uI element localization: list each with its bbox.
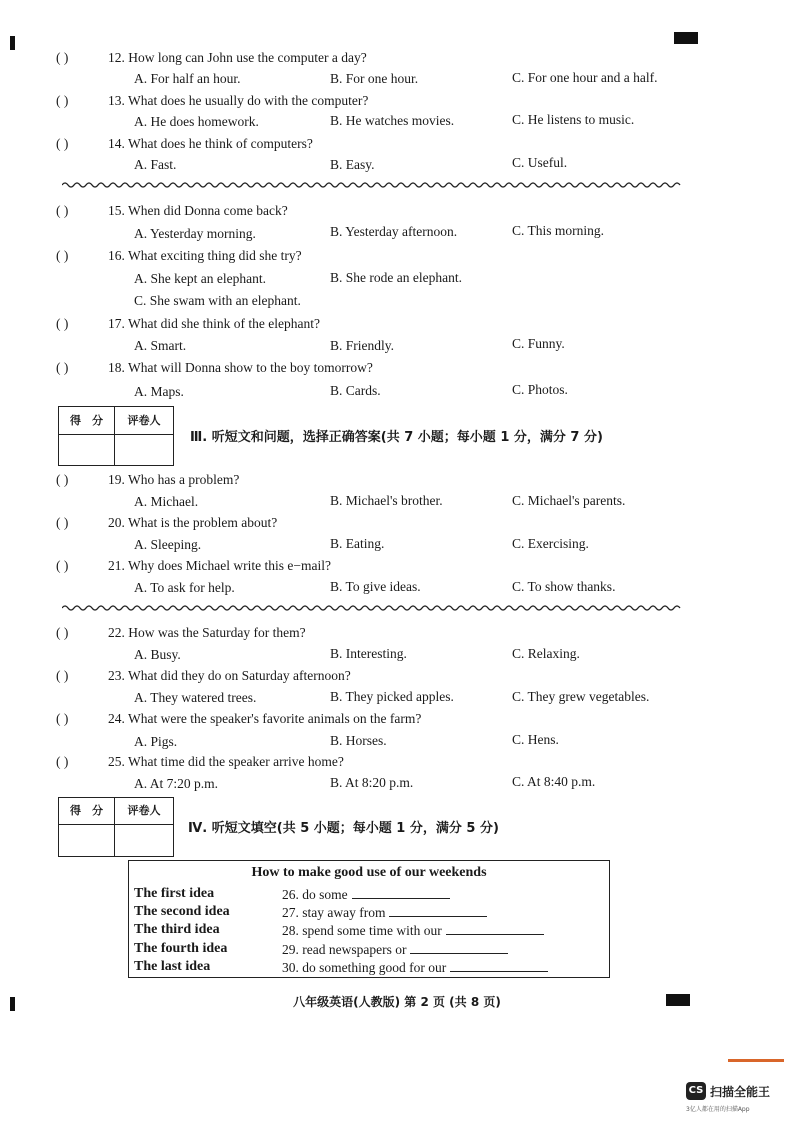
registration-mark-right-top xyxy=(674,32,698,44)
option-b[interactable]: B. Cards. xyxy=(330,383,381,398)
option-c[interactable]: C. Photos. xyxy=(512,382,568,397)
answer-blank-27[interactable] xyxy=(389,904,487,917)
option-a[interactable]: A. Sleeping. xyxy=(134,537,202,552)
table-row-label: The last idea xyxy=(134,959,211,974)
scanner-tagline: 3亿人都在用的扫描App xyxy=(686,1106,750,1113)
answer-blank-28[interactable] xyxy=(446,922,544,935)
question-text: 16. What exciting thing did she try? xyxy=(108,248,302,263)
table-row xyxy=(282,922,544,939)
grader-field[interactable] xyxy=(114,824,174,857)
section-4-heading: Ⅳ. 听短文填空(共 5 小题；每小题 1 分，满分 5 分) xyxy=(188,821,499,836)
option-a[interactable]: A. They watered trees. xyxy=(134,690,257,705)
option-a[interactable]: A. Michael. xyxy=(134,494,199,509)
option-b[interactable]: B. Horses. xyxy=(330,733,387,748)
option-b[interactable]: B. Easy. xyxy=(330,157,375,172)
option-b[interactable]: B. He watches movies. xyxy=(330,113,455,128)
table-row-label: The second idea xyxy=(134,904,230,919)
table-title: How to make good use of our weekends xyxy=(251,865,487,880)
question-text: 20. What is the problem about? xyxy=(108,515,278,530)
option-a[interactable]: A. Fast. xyxy=(134,157,177,172)
option-a[interactable]: A. For half an hour. xyxy=(134,71,241,86)
wave-divider xyxy=(62,181,682,189)
option-c[interactable]: C. He listens to music. xyxy=(512,112,635,127)
score-field[interactable] xyxy=(58,824,115,857)
option-a[interactable]: A. Busy. xyxy=(134,647,181,662)
option-b[interactable]: B. They picked apples. xyxy=(330,689,454,704)
answer-paren[interactable]: ( ) xyxy=(56,203,69,218)
table-row xyxy=(282,886,450,903)
answer-paren[interactable]: ( ) xyxy=(56,754,69,769)
answer-paren[interactable]: ( ) xyxy=(56,93,69,108)
option-a[interactable]: A. At 7:20 p.m. xyxy=(134,776,219,791)
wave-divider xyxy=(62,604,682,612)
option-a[interactable]: A. She kept an elephant. xyxy=(134,271,266,286)
weekend-ideas-table xyxy=(128,860,610,978)
answer-paren[interactable]: ( ) xyxy=(56,248,69,263)
row-prompt: 28. spend some time with our xyxy=(282,923,442,938)
option-a[interactable]: A. He does homework. xyxy=(134,114,259,129)
answer-paren[interactable]: ( ) xyxy=(56,711,69,726)
option-a[interactable]: A. Maps. xyxy=(134,384,184,399)
question-text: 25. What time did the speaker arrive home? xyxy=(108,754,344,769)
option-c[interactable]: C. They grew vegetables. xyxy=(512,689,650,704)
answer-blank-30[interactable] xyxy=(450,959,548,972)
score-box-section-4 xyxy=(58,797,174,857)
scanner-app-name: 扫描全能王 xyxy=(710,1085,771,1099)
question-text: 18. What will Donna show to the boy tomorrow? xyxy=(108,360,373,375)
option-b[interactable]: B. Yesterday afternoon. xyxy=(330,224,458,239)
question-text: 24. What were the speaker's favorite animals on the farm? xyxy=(108,711,422,726)
table-row-label: The fourth idea xyxy=(134,941,228,956)
question-text: 14. What does he think of computers? xyxy=(108,136,313,151)
question-text: 21. Why does Michael write this e−mail? xyxy=(108,558,331,573)
option-a[interactable]: A. Smart. xyxy=(134,338,187,353)
score-label: 得 分 xyxy=(58,797,115,825)
grader-label: 评卷人 xyxy=(114,797,174,825)
table-row-label: The third idea xyxy=(134,922,220,937)
answer-paren[interactable]: ( ) xyxy=(56,472,69,487)
score-label: 得 分 xyxy=(58,406,115,435)
option-a[interactable]: A. Yesterday morning. xyxy=(134,226,256,241)
option-c[interactable]: C. To show thanks. xyxy=(512,579,616,594)
answer-paren[interactable]: ( ) xyxy=(56,668,69,683)
answer-paren[interactable]: ( ) xyxy=(56,360,69,375)
option-c[interactable]: C. At 8:40 p.m. xyxy=(512,774,596,789)
answer-blank-26[interactable] xyxy=(352,886,450,899)
option-c[interactable]: C. Hens. xyxy=(512,732,559,747)
answer-paren[interactable]: ( ) xyxy=(56,625,69,640)
question-text: 23. What did they do on Saturday afternoon? xyxy=(108,668,351,683)
page-footer: 八年级英语(人教版) 第 2 页 (共 8 页) xyxy=(293,995,501,1009)
registration-mark-left-top xyxy=(10,36,15,50)
question-text: 12. How long can John use the computer a day? xyxy=(108,50,367,65)
answer-paren[interactable]: ( ) xyxy=(56,558,69,573)
answer-blank-29[interactable] xyxy=(410,941,508,954)
option-b[interactable]: B. At 8:20 p.m. xyxy=(330,775,414,790)
option-b[interactable]: B. Interesting. xyxy=(330,646,407,661)
answer-paren[interactable]: ( ) xyxy=(56,515,69,530)
option-a[interactable]: A. Pigs. xyxy=(134,734,178,749)
row-prompt: 26. do some xyxy=(282,887,348,902)
question-text: 19. Who has a problem? xyxy=(108,472,240,487)
question-text: 13. What does he usually do with the computer? xyxy=(108,93,369,108)
option-b[interactable]: B. Eating. xyxy=(330,536,385,551)
table-row xyxy=(282,904,487,921)
answer-paren[interactable]: ( ) xyxy=(56,316,69,331)
scan-edge-mark xyxy=(728,1059,784,1062)
option-c[interactable]: C. She swam with an elephant. xyxy=(134,293,301,308)
option-b[interactable]: B. To give ideas. xyxy=(330,579,421,594)
question-text: 15. When did Donna come back? xyxy=(108,203,288,218)
option-b[interactable]: B. She rode an elephant. xyxy=(330,270,462,285)
option-c[interactable]: C. Funny. xyxy=(512,336,565,351)
answer-paren[interactable]: ( ) xyxy=(56,50,69,65)
option-a[interactable]: A. To ask for help. xyxy=(134,580,235,595)
option-b[interactable]: B. Friendly. xyxy=(330,338,394,353)
row-prompt: 27. stay away from xyxy=(282,905,386,920)
table-row xyxy=(282,941,508,958)
option-c[interactable]: C. Exercising. xyxy=(512,536,589,551)
question-text: 17. What did she think of the elephant? xyxy=(108,316,320,331)
table-row xyxy=(282,959,548,976)
answer-paren[interactable]: ( ) xyxy=(56,136,69,151)
option-c[interactable]: C. Relaxing. xyxy=(512,646,580,661)
grader-field[interactable] xyxy=(114,434,174,466)
option-c[interactable]: C. This morning. xyxy=(512,223,605,238)
option-c[interactable]: C. For one hour and a half. xyxy=(512,70,658,85)
question-text: 22. How was the Saturday for them? xyxy=(108,625,306,640)
option-b[interactable]: B. For one hour. xyxy=(330,71,419,86)
row-prompt: 30. do something good for our xyxy=(282,960,447,975)
option-c[interactable]: C. Michael's parents. xyxy=(512,493,626,508)
grader-label: 评卷人 xyxy=(114,406,174,435)
score-box-section-3 xyxy=(58,406,174,466)
section-3-heading: Ⅲ. 听短文和问题，选择正确答案(共 7 小题；每小题 1 分，满分 7 分) xyxy=(190,430,603,445)
cs-logo-icon: CS xyxy=(686,1082,706,1100)
score-field[interactable] xyxy=(58,434,115,466)
option-c[interactable]: C. Useful. xyxy=(512,155,568,170)
row-prompt: 29. read newspapers or xyxy=(282,942,407,957)
option-b[interactable]: B. Michael's brother. xyxy=(330,493,443,508)
table-row-label: The first idea xyxy=(134,886,215,901)
